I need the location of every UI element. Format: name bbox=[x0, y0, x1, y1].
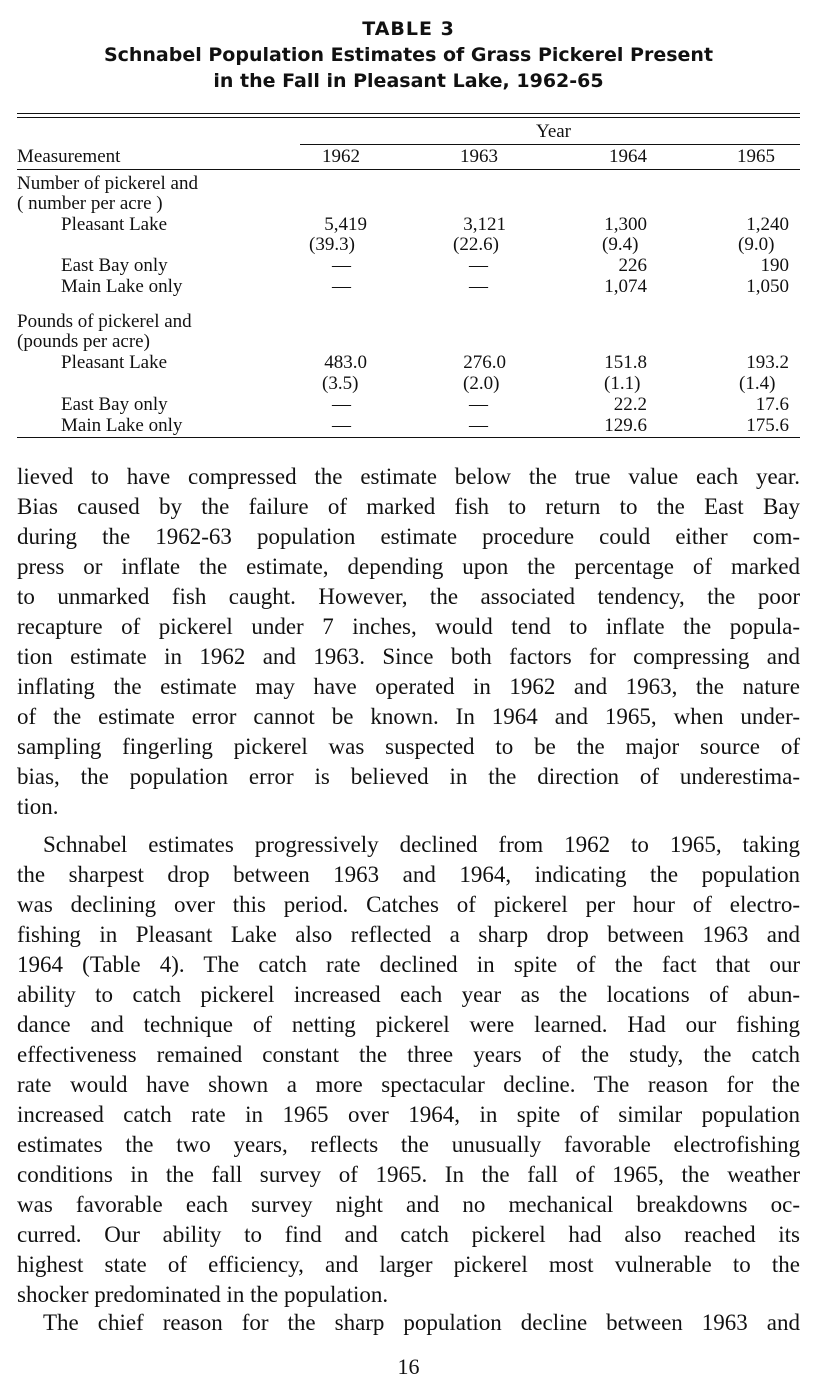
table-cell: 22.2 bbox=[613, 394, 647, 415]
table-cell: — bbox=[469, 415, 488, 436]
text-line: estimates the two years, reflects the unusually favorable electrofishing bbox=[17, 1132, 800, 1157]
row-label: Main Lake only bbox=[61, 415, 183, 436]
text-line: of the estimate error cannot be known. In 1964 and 1965, when under- bbox=[17, 704, 800, 729]
document-page bbox=[17, 0, 800, 1380]
body-paragraph bbox=[17, 1308, 800, 1338]
text-line: tion estimate in 1962 and 1963. Since both factors for compressing and bbox=[17, 644, 800, 669]
text-line: tion. bbox=[17, 794, 59, 819]
table-cell-sub: (9.0) bbox=[738, 234, 775, 255]
text-line: curred. Our ability to find and catch pickerel had also reached its bbox=[17, 1222, 800, 1247]
row-label: Pleasant Lake bbox=[61, 352, 168, 373]
section-heading: Number of pickerel and bbox=[17, 173, 198, 194]
section-heading: Pounds of pickerel and bbox=[17, 311, 192, 332]
table-cell: — bbox=[332, 276, 351, 297]
text-line: to unmarked fish caught. However, the associated tendency, the poor bbox=[17, 584, 800, 609]
header-year-1965: 1965 bbox=[737, 146, 775, 167]
table-cell: 1,240 bbox=[746, 214, 789, 235]
table-cell-sub: (9.4) bbox=[602, 234, 639, 255]
table-cell-sub: (3.5) bbox=[322, 373, 359, 394]
table-cell: 226 bbox=[618, 255, 647, 276]
text-line: inflating the estimate may have operated in 1962 and 1963, the nature bbox=[17, 674, 800, 699]
page-number: 16 bbox=[397, 1354, 420, 1379]
table-cell: 193.2 bbox=[746, 352, 789, 373]
table-cell: 175.6 bbox=[746, 415, 789, 436]
text-line: effectiveness remained constant the three years of the study, the catch bbox=[17, 1042, 800, 1067]
row-label: Main Lake only bbox=[61, 276, 183, 297]
header-measurement: Measurement bbox=[17, 146, 121, 167]
text-line: was favorable each survey night and no mechanical breakdowns oc- bbox=[17, 1192, 800, 1217]
table-cell: — bbox=[469, 394, 488, 415]
text-line: the sharpest drop between 1963 and 1964, indicating the population bbox=[17, 862, 800, 887]
text-line: press or inflate the estimate, depending upon the percentage of marked bbox=[17, 554, 800, 579]
text-line: sampling fingerling pickerel was suspected to be the major source of bbox=[17, 734, 800, 759]
table-title-line-2: in the Fall in Pleasant Lake, 1962-65 bbox=[213, 70, 604, 92]
text-line: dance and technique of netting pickerel were learned. Had our fishing bbox=[17, 1012, 800, 1037]
text-line: bias, the population error is believed in the direction of underestima- bbox=[17, 764, 800, 789]
table-cell: 151.8 bbox=[604, 352, 647, 373]
year-group-rule bbox=[300, 144, 800, 145]
table-cell-sub: (39.3) bbox=[309, 234, 355, 255]
text-line: lieved to have compressed the estimate below the true value each year. bbox=[17, 464, 800, 489]
text-line: conditions in the fall survey of 1965. In the fall of 1965, the weather bbox=[17, 1162, 800, 1187]
table-cell-sub: (1.4) bbox=[739, 373, 776, 394]
body-paragraph bbox=[17, 462, 800, 822]
text-line: ability to catch pickerel increased each year as the locations of abun- bbox=[17, 982, 800, 1007]
text-line: Schnabel estimates progressively declined from 1962 to 1965, taking bbox=[43, 832, 800, 857]
table-title-line-1: Schnabel Population Estimates of Grass Pickerel Present bbox=[103, 44, 714, 66]
table-number: TABLE 3 bbox=[362, 18, 455, 40]
header-year-1964: 1964 bbox=[609, 146, 647, 167]
row-label: Pleasant Lake bbox=[61, 214, 168, 235]
text-line: 1964 (Table 4). The catch rate declined in spite of the fact that our bbox=[17, 952, 800, 977]
text-line: during the 1962-63 population estimate procedure could either com- bbox=[17, 524, 800, 549]
table-cell: 1,300 bbox=[604, 214, 647, 235]
text-line: recapture of pickerel under 7 inches, would tend to inflate the popula- bbox=[17, 614, 800, 639]
section-heading-sub: (pounds per acre) bbox=[17, 331, 150, 352]
section-heading-sub: ( number per acre ) bbox=[17, 193, 163, 214]
table-cell: 5,419 bbox=[324, 214, 367, 235]
header-year-group: Year bbox=[536, 121, 572, 142]
table-cell: — bbox=[332, 415, 351, 436]
text-line: increased catch rate in 1965 over 1964, in spite of similar population bbox=[17, 1102, 800, 1127]
row-label: East Bay only bbox=[61, 394, 168, 415]
text-line: rate would have shown a more spectacular decline. The reason for the bbox=[17, 1072, 800, 1097]
table-cell: 1,074 bbox=[604, 276, 647, 297]
table-cell-sub: (2.0) bbox=[463, 373, 500, 394]
table-top-rule-2 bbox=[17, 117, 800, 118]
table-cell: 483.0 bbox=[324, 352, 367, 373]
text-line: shocker predominated in the population. bbox=[17, 1282, 389, 1307]
table-cell: 17.6 bbox=[755, 394, 789, 415]
table-bottom-rule bbox=[17, 437, 800, 438]
table-cell: 129.6 bbox=[604, 415, 647, 436]
text-line: was declining over this period. Catches of pickerel per hour of electro- bbox=[17, 892, 800, 917]
table-cell: 1,050 bbox=[746, 276, 789, 297]
text-line: Bias caused by the failure of marked fish to return to the East Bay bbox=[17, 494, 800, 519]
table-cell: 276.0 bbox=[463, 352, 506, 373]
header-year-1962: 1962 bbox=[322, 146, 360, 167]
table-top-rule bbox=[17, 113, 800, 114]
header-bottom-rule bbox=[17, 169, 800, 170]
table-cell: — bbox=[469, 276, 488, 297]
table-cell-sub: (22.6) bbox=[453, 234, 499, 255]
table-cell: — bbox=[469, 255, 488, 276]
body-paragraph bbox=[17, 830, 800, 1310]
table-cell: — bbox=[332, 255, 351, 276]
table-cell: 3,121 bbox=[463, 214, 506, 235]
row-label: East Bay only bbox=[61, 255, 168, 276]
text-line: The chief reason for the sharp population decline between 1963 and bbox=[43, 1310, 800, 1335]
table-cell: 190 bbox=[760, 255, 789, 276]
text-line: highest state of efficiency, and larger pickerel most vulnerable to the bbox=[17, 1252, 800, 1277]
table-cell-sub: (1.1) bbox=[604, 373, 641, 394]
header-year-1963: 1963 bbox=[460, 146, 498, 167]
table-cell: — bbox=[332, 394, 351, 415]
text-line: fishing in Pleasant Lake also reflected a sharp drop between 1963 and bbox=[17, 922, 800, 947]
